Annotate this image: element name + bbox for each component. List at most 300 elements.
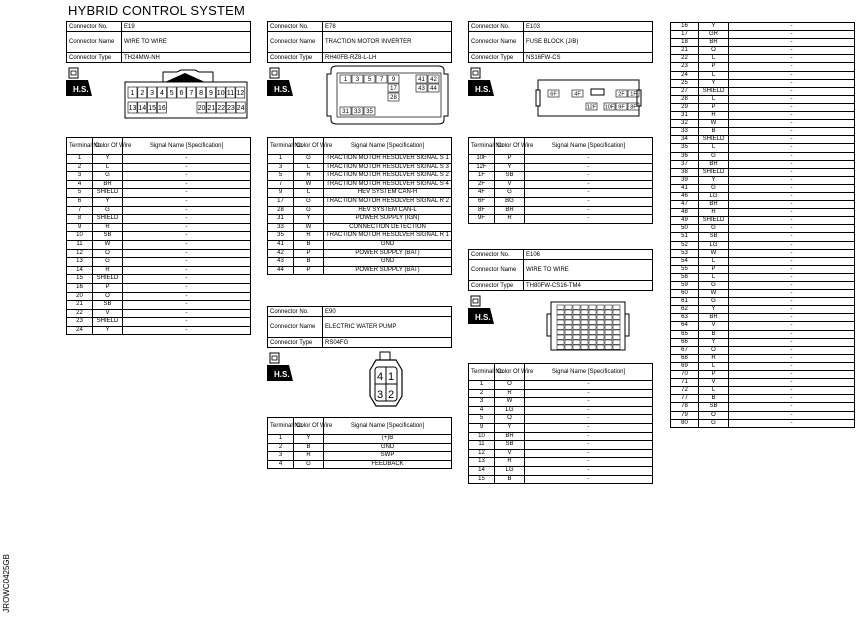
wire-color: W xyxy=(699,120,729,128)
connector-info-table: Connector No. E19 Connector Name WIRE TO WIRE Connector Type TH24MW-NH xyxy=(66,21,251,63)
table-row xyxy=(469,215,653,224)
signal-name: - xyxy=(729,273,855,281)
table-row xyxy=(67,301,251,310)
wire-color: R xyxy=(294,452,324,461)
wire-color: SHIELD xyxy=(93,275,123,284)
signal-name: - xyxy=(729,419,855,427)
terminal-number: 6F xyxy=(469,197,495,206)
connector-cavity xyxy=(597,315,604,319)
connector-cavity xyxy=(613,320,620,324)
terminal-number: 8F xyxy=(469,206,495,215)
table-row xyxy=(67,275,251,284)
wire-color: R xyxy=(495,215,525,224)
terminal-number: 41 xyxy=(671,184,699,192)
wire-color: L xyxy=(294,163,324,172)
signal-name: - xyxy=(525,172,653,181)
signal-name: HEV SYSTEM CAN-L xyxy=(324,206,452,215)
connector-cavity xyxy=(589,330,596,334)
signal-name: CONNECTION DETECTION xyxy=(324,223,452,232)
terminal-number: 14 xyxy=(67,266,93,275)
pin-label: 1 xyxy=(387,371,395,383)
signal-name: - xyxy=(729,87,855,95)
pin-label: 7 xyxy=(379,77,384,83)
connector-cavity xyxy=(589,315,596,319)
connector-type: RS04FG xyxy=(323,338,452,348)
table-row xyxy=(268,180,452,189)
terminal-number: 28 xyxy=(671,95,699,103)
connector-e90-face xyxy=(366,352,406,412)
signal-name: - xyxy=(123,240,251,249)
connector-cavity xyxy=(605,325,612,329)
signal-name: - xyxy=(123,163,251,172)
wire-color: Y xyxy=(699,306,729,314)
terminal-number: 36 xyxy=(671,152,699,160)
pin-label: 42 xyxy=(430,77,437,83)
wire-color: V xyxy=(93,309,123,318)
signal-name: - xyxy=(525,449,653,458)
terminal-number: 35 xyxy=(671,144,699,152)
connector-name: WIRE TO WIRE xyxy=(524,260,653,281)
terminal-number: 24 xyxy=(67,326,93,335)
table-row xyxy=(67,292,251,301)
connector-cavity xyxy=(589,305,596,309)
terminal-number: 9 xyxy=(469,423,495,432)
connector-number: E90 xyxy=(323,307,452,317)
terminal-number: 55 xyxy=(671,265,699,273)
signal-name: - xyxy=(729,282,855,290)
hs-icon xyxy=(468,66,494,96)
signal-name: - xyxy=(123,206,251,215)
terminal-number: 1 xyxy=(268,435,294,444)
table-row xyxy=(671,387,855,395)
pin-label: 2 xyxy=(387,389,395,401)
signal-name: - xyxy=(525,423,653,432)
connector-cavity xyxy=(557,345,564,349)
svg-text:H.S.: H.S. xyxy=(274,85,290,94)
signal-name: - xyxy=(729,55,855,63)
pin-label: 15 xyxy=(148,105,156,112)
signal-name: - xyxy=(729,371,855,379)
wire-color: W xyxy=(294,223,324,232)
pin-label: 1F xyxy=(630,91,637,98)
connector-cavity xyxy=(573,335,580,339)
terminal-number: 22 xyxy=(671,55,699,63)
wire-color: G xyxy=(699,152,729,160)
wire-color: BR xyxy=(699,160,729,168)
connector-cavity xyxy=(613,325,620,329)
signal-name: - xyxy=(123,223,251,232)
connector-cavity xyxy=(597,335,604,339)
connector-cavity xyxy=(589,310,596,314)
terminal-number: 70 xyxy=(671,371,699,379)
table-row xyxy=(67,189,251,198)
pin-label: 31 xyxy=(342,109,349,115)
signal-name: - xyxy=(729,265,855,273)
connector-cavity xyxy=(573,330,580,334)
terminal-number: 7 xyxy=(268,180,294,189)
table-row xyxy=(671,282,855,290)
table-row xyxy=(671,265,855,273)
table-row xyxy=(469,475,653,484)
terminal-number: 16 xyxy=(67,283,93,292)
terminal-number: 51 xyxy=(671,233,699,241)
connector-cavity xyxy=(581,330,588,334)
table-row xyxy=(67,309,251,318)
terminal-number: 4 xyxy=(67,180,93,189)
wire-color: BR xyxy=(495,432,525,441)
signal-name: - xyxy=(729,411,855,419)
signal-name: GND xyxy=(324,240,452,249)
pin-label: 4F xyxy=(574,91,581,98)
table-row xyxy=(671,338,855,346)
table-row xyxy=(268,258,452,267)
wire-color: L xyxy=(699,257,729,265)
pin-label: 14 xyxy=(138,105,147,112)
wire-color: G xyxy=(699,419,729,427)
wire-color: V xyxy=(699,379,729,387)
connector-cavity xyxy=(605,335,612,339)
connector-cavity xyxy=(581,345,588,349)
signal-name: - xyxy=(525,432,653,441)
terminal-number: 9F xyxy=(469,215,495,224)
terminal-number: 27 xyxy=(671,87,699,95)
table-row xyxy=(671,379,855,387)
signal-name: - xyxy=(729,63,855,71)
table-row xyxy=(67,163,251,172)
wire-color: G xyxy=(93,258,123,267)
connector-cavity xyxy=(613,305,620,309)
table-row xyxy=(469,458,653,467)
table-row xyxy=(671,201,855,209)
connector-cavity xyxy=(589,325,596,329)
table-row xyxy=(469,180,653,189)
svg-text:H.S.: H.S. xyxy=(73,85,89,94)
table-row xyxy=(469,406,653,415)
signal-name: - xyxy=(729,290,855,298)
pin-label: 4 xyxy=(159,90,164,97)
table-row xyxy=(671,241,855,249)
e106-signal-table: Terminal No. Color Of Wire Signal Name [Specification] 1 O - 2 R - 3 W - 4 LG - 5 O - 9 Y - 10 BR - 11 SB - 12 V - 13 R - 14 LG - 15 B - xyxy=(468,363,653,484)
wire-color: SB xyxy=(93,232,123,241)
terminal-number: 14 xyxy=(469,466,495,475)
e78-signal-table: Terminal No. Color Of Wire Signal Name [Specification] 1 G TRACTION MOTOR RESOLVER SIGNAL S 1 3 L TRACTION MOTOR RESOLVER SIGNAL S 3 5 R TRACTION MOTOR RESOLVER SIGNAL S 2 7 W TRACTION MOTOR RESOLVER SIGNAL S 4 9 L HEV SYSTEM CAN-H 17 G TRACTION MOTOR RESOLVER SIGNAL R 2 28 G HEV SYSTEM CAN-L 31 Y POWER SUPPLY (IGN) 33 W CONNECTION DETECTION 35 R TRACTION MOTOR RESOLVER SIGNAL R 1 41 B GND 42 P POWER SUPPLY (BAT) 43 B GND 44 P POWER SUPPLY (BAT) xyxy=(267,137,452,275)
terminal-number: 1 xyxy=(469,381,495,390)
signal-name: - xyxy=(729,395,855,403)
connector-cavity xyxy=(613,315,620,319)
wire-color: L xyxy=(699,273,729,281)
connector-cavity xyxy=(613,335,620,339)
signal-name: - xyxy=(729,128,855,136)
table-row xyxy=(671,330,855,338)
terminal-number: 10 xyxy=(67,232,93,241)
pin-label: 10F xyxy=(604,104,615,111)
terminal-number: 28 xyxy=(268,206,294,215)
wire-color: V xyxy=(699,322,729,330)
wire-color: SB xyxy=(699,233,729,241)
table-row xyxy=(671,273,855,281)
table-row xyxy=(671,152,855,160)
table-row xyxy=(671,136,855,144)
terminal-number: 54 xyxy=(671,257,699,265)
pin-label: 2 xyxy=(140,90,145,97)
signal-name: - xyxy=(525,398,653,407)
terminal-number: 46 xyxy=(671,192,699,200)
table-row xyxy=(469,441,653,450)
connector-cavity xyxy=(557,310,564,314)
connector-cavity xyxy=(589,320,596,324)
signal-name: - xyxy=(729,330,855,338)
wire-color: SHIELD xyxy=(93,189,123,198)
signal-name: - xyxy=(123,155,251,164)
signal-name: - xyxy=(123,301,251,310)
connector-cavity xyxy=(589,345,596,349)
connector-cavity xyxy=(581,315,588,319)
terminal-number: 39 xyxy=(671,176,699,184)
signal-name: - xyxy=(729,39,855,47)
table-row xyxy=(671,217,855,225)
signal-name: - xyxy=(123,258,251,267)
terminal-number: 61 xyxy=(671,298,699,306)
terminal-number: 24 xyxy=(671,71,699,79)
terminal-number: 38 xyxy=(671,168,699,176)
terminal-number: 3 xyxy=(469,398,495,407)
signal-name: - xyxy=(525,475,653,484)
wire-color: W xyxy=(495,398,525,407)
wire-color: O xyxy=(495,415,525,424)
signal-name: - xyxy=(729,233,855,241)
pin-label: 9F xyxy=(618,104,625,111)
wire-color: L xyxy=(93,163,123,172)
signal-name: - xyxy=(729,192,855,200)
reference-code: JROWC0425GB xyxy=(2,554,11,613)
terminal-number: 66 xyxy=(671,338,699,346)
connector-cavity xyxy=(557,335,564,339)
signal-name: - xyxy=(525,458,653,467)
terminal-number: 52 xyxy=(671,241,699,249)
connector-cavity xyxy=(597,330,604,334)
wire-color: B xyxy=(699,330,729,338)
terminal-number: 9 xyxy=(268,189,294,198)
connector-e90-panel xyxy=(267,306,452,348)
wire-color: B xyxy=(495,475,525,484)
table-row xyxy=(671,176,855,184)
table-row xyxy=(67,326,251,335)
wire-color: G xyxy=(699,184,729,192)
signal-name: TRACTION MOTOR RESOLVER SIGNAL S 3 xyxy=(324,163,452,172)
table-row xyxy=(671,290,855,298)
wire-color: SB xyxy=(495,172,525,181)
terminal-number: 62 xyxy=(671,306,699,314)
wire-color: LG xyxy=(699,192,729,200)
connector-cavity xyxy=(557,340,564,344)
signal-name: - xyxy=(729,346,855,354)
pin-label: 35 xyxy=(366,109,373,115)
table-row xyxy=(469,389,653,398)
table-row xyxy=(671,233,855,241)
wire-color: P xyxy=(93,283,123,292)
table-row xyxy=(268,232,452,241)
connector-cavity xyxy=(581,340,588,344)
signal-name: - xyxy=(123,283,251,292)
signal-name: - xyxy=(525,389,653,398)
terminal-number: 13 xyxy=(469,458,495,467)
wire-color: R xyxy=(699,209,729,217)
signal-name: - xyxy=(729,403,855,411)
wire-color: LG xyxy=(495,466,525,475)
terminal-number: 4 xyxy=(268,460,294,469)
pin-label: 5 xyxy=(169,90,174,97)
signal-name: - xyxy=(729,257,855,265)
connector-info-table: Connector No. E103 Connector Name FUSE BLOCK (J/B) Connector Type NS16FW-CS xyxy=(468,21,653,63)
signal-name: - xyxy=(729,209,855,217)
table-row xyxy=(67,318,251,327)
wire-color: G xyxy=(495,189,525,198)
terminal-number: 80 xyxy=(671,419,699,427)
signal-name: - xyxy=(729,217,855,225)
connector-cavity xyxy=(565,310,572,314)
pin-label: 3 xyxy=(355,77,360,83)
wire-color: Y xyxy=(699,79,729,87)
table-row xyxy=(268,240,452,249)
table-row xyxy=(469,155,653,164)
table-row xyxy=(671,144,855,152)
signal-name: - xyxy=(729,314,855,322)
table-row xyxy=(67,215,251,224)
connector-cavity xyxy=(597,310,604,314)
table-row xyxy=(671,225,855,233)
connector-cavity xyxy=(597,345,604,349)
pin-label: 1 xyxy=(343,77,348,83)
wire-color: L xyxy=(699,144,729,152)
pin-label: 3 xyxy=(376,389,384,401)
table-row xyxy=(671,249,855,257)
connector-number: E19 xyxy=(122,22,251,32)
connector-cavity xyxy=(613,345,620,349)
table-row xyxy=(469,466,653,475)
table-row xyxy=(469,423,653,432)
table-row xyxy=(469,449,653,458)
table-row xyxy=(671,362,855,370)
terminal-number: 5 xyxy=(469,415,495,424)
signal-name: POWER SUPPLY (IGN) xyxy=(324,215,452,224)
wire-color: R xyxy=(294,172,324,181)
table-row xyxy=(671,63,855,71)
table-row xyxy=(469,432,653,441)
table-row xyxy=(671,257,855,265)
terminal-number: 10 xyxy=(469,432,495,441)
signal-name: - xyxy=(123,172,251,181)
signal-name: - xyxy=(525,441,653,450)
terminal-number: 23 xyxy=(671,63,699,71)
terminal-number: 60 xyxy=(671,290,699,298)
pin-label: 1 xyxy=(130,90,135,97)
connector-cavity xyxy=(565,340,572,344)
wire-color: B xyxy=(294,240,324,249)
terminal-number: 68 xyxy=(671,354,699,362)
signal-name: - xyxy=(729,160,855,168)
connector-e103-face xyxy=(536,80,641,116)
signal-name: - xyxy=(123,318,251,327)
table-row xyxy=(268,163,452,172)
table-row xyxy=(671,354,855,362)
wire-color: B xyxy=(699,395,729,403)
connector-e106-panel xyxy=(468,249,653,291)
table-row xyxy=(67,283,251,292)
connector-type: TH80FW-CS16-TM4 xyxy=(524,281,653,291)
signal-name: (+)B xyxy=(324,435,452,444)
table-row xyxy=(469,163,653,172)
terminal-number: 10F xyxy=(469,155,495,164)
signal-name: - xyxy=(729,249,855,257)
pin-label: 28 xyxy=(390,95,397,101)
terminal-number: 79 xyxy=(671,411,699,419)
terminal-number: 12 xyxy=(469,449,495,458)
pin-label: 6 xyxy=(179,90,184,97)
wire-color: Y xyxy=(699,23,729,31)
signal-name: POWER SUPPLY (BAT) xyxy=(324,266,452,275)
signal-name: - xyxy=(729,201,855,209)
wire-color: SHIELD xyxy=(93,215,123,224)
svg-text:H.S.: H.S. xyxy=(475,85,491,94)
wire-color: P xyxy=(294,266,324,275)
signal-name: GND xyxy=(324,443,452,452)
signal-name: - xyxy=(729,71,855,79)
terminal-number: 34 xyxy=(671,136,699,144)
connector-cavity xyxy=(589,335,596,339)
connector-number: E106 xyxy=(524,250,653,260)
terminal-number: 43 xyxy=(268,258,294,267)
table-row xyxy=(268,155,452,164)
signal-name: - xyxy=(729,144,855,152)
wire-color: SHIELD xyxy=(93,318,123,327)
terminal-number: 47 xyxy=(671,201,699,209)
wire-color: BR xyxy=(495,206,525,215)
signal-name: - xyxy=(525,189,653,198)
terminal-number: 13 xyxy=(67,258,93,267)
table-row xyxy=(671,47,855,55)
pin-label: 44 xyxy=(430,86,437,92)
wire-color: R xyxy=(495,389,525,398)
wire-color: V xyxy=(495,449,525,458)
signal-name: - xyxy=(123,249,251,258)
terminal-number: 3 xyxy=(268,163,294,172)
signal-name: - xyxy=(123,189,251,198)
pin-label: 12F xyxy=(586,104,597,111)
wire-color: Y xyxy=(294,435,324,444)
terminal-number: 1 xyxy=(268,155,294,164)
wire-color: W xyxy=(699,290,729,298)
wire-color: SHIELD xyxy=(699,136,729,144)
connector-cavity xyxy=(597,320,604,324)
table-row xyxy=(268,249,452,258)
connector-cavity xyxy=(605,340,612,344)
terminal-number: 31 xyxy=(671,112,699,120)
terminal-number: 17 xyxy=(268,197,294,206)
signal-name: - xyxy=(729,354,855,362)
connector-cavity xyxy=(581,310,588,314)
terminal-number: 3 xyxy=(67,172,93,181)
connector-name: FUSE BLOCK (J/B) xyxy=(524,32,653,53)
hs-icon xyxy=(66,66,92,96)
table-row xyxy=(671,23,855,31)
connector-cavity xyxy=(605,315,612,319)
connector-cavity xyxy=(613,330,620,334)
connector-e19-face xyxy=(125,70,247,118)
connector-info-table: Connector No. E106 Connector Name WIRE TO WIRE Connector Type TH80FW-CS16-TM4 xyxy=(468,249,653,291)
connector-cavity xyxy=(565,315,572,319)
wire-color: B xyxy=(699,128,729,136)
wire-color: O xyxy=(699,47,729,55)
